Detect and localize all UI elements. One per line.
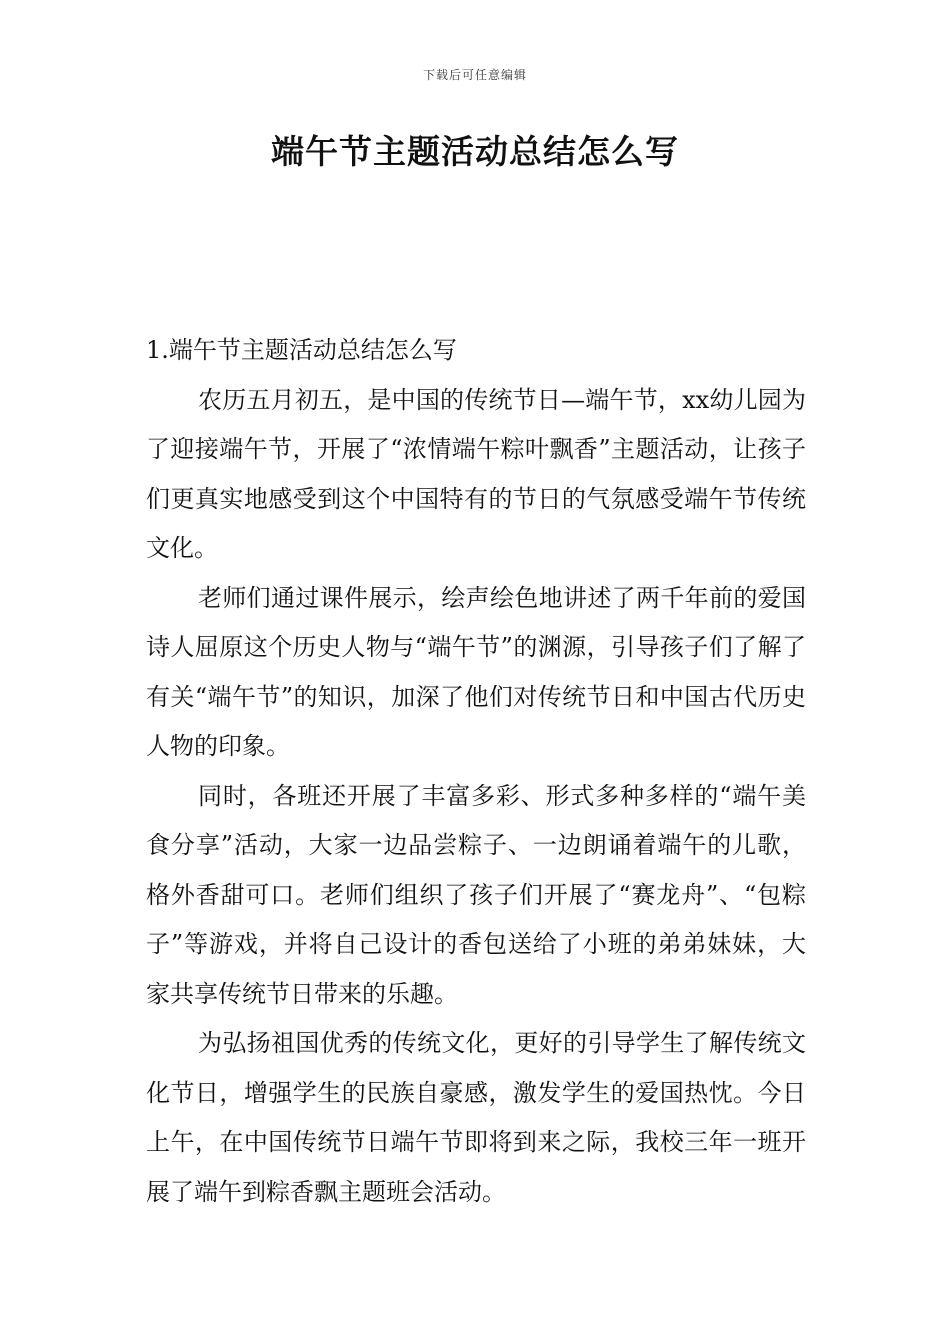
- section-heading: 1.端午节主题活动总结怎么写: [146, 336, 457, 364]
- paragraph-3: 同时，各班还开展了丰富多彩、形式多种多样的“端午美食分享”活动，大家一边品尝粽子、一边朗诵着端午的儿歌，格外香甜可口。老师们组织了孩子们开展了“赛龙舟”、“包粽子”等游戏，并将自己设计的香包送给了小班的弟弟妹妹，大家共享传统节日带来的乐趣。: [146, 781, 806, 1008]
- document-body: [146, 326, 806, 1217]
- document-title: 端午节主题活动总结怎么写: [271, 132, 679, 171]
- header-note: 下载后可任意编辑: [422, 68, 527, 82]
- paragraph-2: 老师们通过课件展示，绘声绘色地讲述了两千年前的爱国诗人屈原这个历史人物与“端午节”的渊源，引导孩子们了解了有关“端午节”的知识，加深了他们对传统节日和中国古代历史人物的印象。: [146, 583, 806, 760]
- paragraph-4: 为弘扬祖国优秀的传统文化，更好的引导学生了解传统文化节日，增强学生的民族自豪感，激发学生的爱国热忱。今日上午，在中国传统节日端午节即将到来之际，我校三年一班开展了端午到粽香飘主题班会活动。: [146, 1029, 806, 1206]
- paragraph-1: 农历五月初五，是中国的传统节日—端午节，xx幼儿园为了迎接端午节，开展了“浓情端午粽叶飘香”主题活动，让孩子们更真实地感受到这个中国特有的节日的气氛感受端午节传统文化。: [146, 385, 806, 562]
